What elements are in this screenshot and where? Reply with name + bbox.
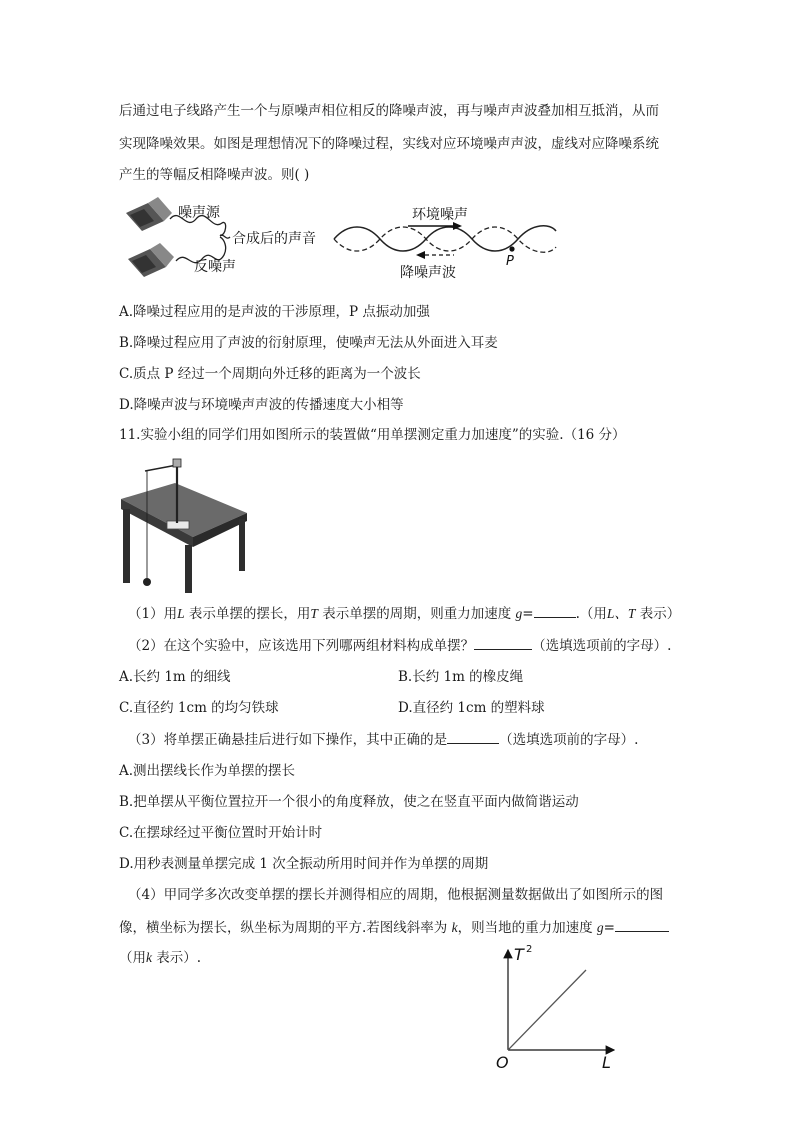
q11-part3: （3）将单摆正确悬挂后进行如下操作，其中正确的是 （选填选项前的字母）. bbox=[128, 729, 638, 750]
answer-blank-materials[interactable] bbox=[474, 635, 532, 650]
q10-stem-line-1: 后通过电子线路产生一个与原噪声相位相反的降噪声波，再与噪声声波叠加相互抵消，从而 bbox=[119, 103, 659, 119]
q11-part2-option-b: B.长约 1m 的橡皮绳 bbox=[398, 669, 524, 685]
q11-part4-line2: 像，横坐标为摆长，纵坐标为周期的平方.若图线斜率为 k，则当地的重力加速度 g= bbox=[119, 917, 669, 938]
q10-option-a: A.降噪过程应用的是声波的干涉原理，P 点振动加强 bbox=[119, 304, 430, 320]
answer-blank-g-k[interactable] bbox=[615, 917, 669, 932]
q10-option-d: D.降噪声波与环境噪声声波的传播速度大小相等 bbox=[119, 397, 404, 413]
q11-part4-line3: （用k 表示）. bbox=[119, 950, 202, 966]
q11-part2-option-c: C.直径约 1cm 的均匀铁球 bbox=[119, 700, 279, 716]
denoise-wave bbox=[334, 227, 556, 252]
q10-option-c: C.质点 P 经过一个周期向外迁移的距离为一个波长 bbox=[119, 366, 421, 382]
q11-part3-option-d: D.用秒表测量单摆完成 1 次全振动所用时间并作为单摆的周期 bbox=[119, 856, 489, 872]
noise-cancellation-figure bbox=[120, 195, 570, 287]
t2-vs-l-graph bbox=[488, 940, 623, 1075]
ambient-noise-label: 环境噪声 bbox=[412, 207, 468, 223]
q11-part3-option-a: A.测出摆线长作为单摆的摆长 bbox=[119, 763, 296, 779]
q11-part3-option-c: C.在摆球经过平衡位置时开始计时 bbox=[119, 825, 323, 841]
answer-blank-operations[interactable] bbox=[447, 729, 499, 744]
table-leg bbox=[239, 519, 245, 571]
speaker-top-icon bbox=[126, 197, 172, 231]
table-leg bbox=[185, 545, 192, 593]
noise-source-label: 噪声源 bbox=[178, 205, 220, 221]
q11-part3-option-b: B.把单摆从平衡位置拉开一个很小的角度释放，使之在竖直平面内做简谐运动 bbox=[119, 794, 579, 810]
answer-blank-g[interactable] bbox=[534, 603, 576, 618]
pendulum-bob bbox=[143, 578, 151, 586]
q10-stem-line-2: 实现降噪效果。如图是理想情况下的降噪过程，实线对应环境噪声声波，虚线对应降噪系统 bbox=[119, 136, 659, 152]
q11-part4-line1: （4）甲同学多次改变单摆的摆长并测得相应的周期，他根据测量数据做出了如图所示的图 bbox=[128, 887, 664, 903]
table-leg bbox=[123, 509, 130, 583]
x-axis-label: L bbox=[602, 1053, 611, 1072]
q11-title: 11.实验小组的同学们用如图所示的装置做“用单摆测定重力加速度”的实验.（16 分） bbox=[119, 427, 626, 443]
y-axis-label-superscript: 2 bbox=[526, 944, 533, 955]
q11-part2: （2）在这个实验中，应该选用下列哪两组材料构成单摆？ （选填选项前的字母）. bbox=[128, 635, 671, 656]
q11-part2-option-a: A.长约 1m 的细线 bbox=[119, 669, 231, 685]
point-p-marker bbox=[509, 246, 514, 251]
q10-option-b: B.降噪过程应用了声波的衍射原理，使噪声无法从外面进入耳麦 bbox=[119, 335, 498, 351]
ambient-noise-wave bbox=[334, 226, 556, 251]
point-p-label: P bbox=[506, 254, 514, 269]
anti-noise-label: 反噪声 bbox=[194, 259, 236, 275]
q11-part2-option-d: D.直径约 1cm 的塑料球 bbox=[398, 700, 545, 716]
combined-sound-label: 合成后的声音 bbox=[232, 231, 316, 247]
origin-label: O bbox=[496, 1053, 509, 1072]
graph-line bbox=[508, 970, 586, 1050]
q11-part1: （1）用L 表示单摆的摆长，用T 表示单摆的周期，则重力加速度 g= .（用L、T 表示） bbox=[128, 603, 680, 624]
speaker-bottom-icon bbox=[128, 243, 174, 277]
denoise-wave-label: 降噪声波 bbox=[400, 265, 456, 281]
y-axis-label: T bbox=[514, 945, 524, 964]
q10-stem-line-3: 产生的等幅反相降噪声波。则( ) bbox=[119, 167, 310, 183]
pendulum-apparatus-figure bbox=[119, 455, 249, 595]
